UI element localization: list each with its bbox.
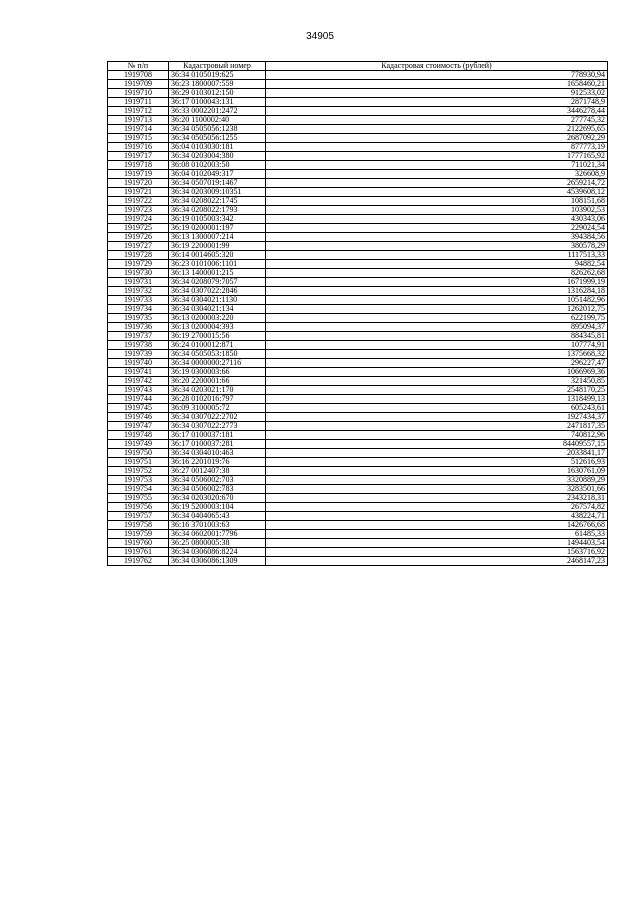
cell-row-number: 1919755 [108,494,169,503]
cell-cadastral-value: 1630761,09 [266,467,608,476]
table-row [108,503,608,512]
cell-row-number: 1919741 [108,368,169,377]
cell-row-number: 1919710 [108,89,169,98]
cell-cadastral-number: 36:34 0505053:1850 [169,350,266,359]
cell-row-number: 1919713 [108,116,169,125]
cell-cadastral-value: 84409557,15 [266,440,608,449]
cell-cadastral-value: 1117513,33 [266,251,608,260]
cell-cadastral-value: 1563716,92 [266,548,608,557]
cell-row-number: 1919750 [108,449,169,458]
cell-cadastral-number: 36:34 0306086:8224 [169,548,266,557]
cell-row-number: 1919728 [108,251,169,260]
cell-row-number: 1919712 [108,107,169,116]
table-row [108,395,608,404]
cell-cadastral-value: 778930,94 [266,71,608,80]
cell-row-number: 1919708 [108,71,169,80]
cell-cadastral-number: 36:19 2700015:56 [169,332,266,341]
cell-cadastral-number: 36:34 0304021:134 [169,305,266,314]
cell-row-number: 1919714 [108,125,169,134]
table-row [108,467,608,476]
cell-row-number: 1919723 [108,206,169,215]
cell-row-number: 1919732 [108,287,169,296]
cell-cadastral-number: 36:20 2200001:66 [169,377,266,386]
table-row [108,134,608,143]
cell-row-number: 1919730 [108,269,169,278]
cell-row-number: 1919727 [108,242,169,251]
cell-cadastral-value: 1658460,21 [266,80,608,89]
cell-cadastral-number: 36:19 0200001:197 [169,224,266,233]
cell-row-number: 1919720 [108,179,169,188]
cell-cadastral-value: 1494403,54 [266,539,608,548]
table-row [108,242,608,251]
header-cadastral-number: Кадастровый номер [169,62,266,71]
cell-cadastral-value: 2548170,25 [266,386,608,395]
table-row [108,161,608,170]
cell-cadastral-value: 711021,34 [266,161,608,170]
cell-row-number: 1919726 [108,233,169,242]
cell-cadastral-number: 36:23 0101006:1101 [169,260,266,269]
cell-cadastral-value: 2687092,29 [266,134,608,143]
table-row [108,116,608,125]
table-body [108,71,608,566]
cell-cadastral-value: 1375668,32 [266,350,608,359]
cell-cadastral-value: 103902,53 [266,206,608,215]
table-row [108,521,608,530]
cell-row-number: 1919711 [108,98,169,107]
table-row [108,557,608,566]
cell-cadastral-number: 36:34 0506002:703 [169,476,266,485]
table-row [108,368,608,377]
cell-cadastral-value: 296227,47 [266,359,608,368]
cell-cadastral-value: 3283501,66 [266,485,608,494]
cell-cadastral-value: 1777165,92 [266,152,608,161]
cell-cadastral-number: 36:34 0208022:1793 [169,206,266,215]
table-row [108,512,608,521]
cell-cadastral-value: 2343218,31 [266,494,608,503]
table-row [108,548,608,557]
cell-cadastral-value: 3446278,44 [266,107,608,116]
cell-cadastral-value: 1426766,68 [266,521,608,530]
cell-cadastral-number: 36:34 0203009:10351 [169,188,266,197]
cell-cadastral-number: 36:34 0000000:27116 [169,359,266,368]
table-row [108,188,608,197]
cell-cadastral-number: 36:29 0103012:150 [169,89,266,98]
header-cadastral-value: Кадастровая стоимость (рублей) [266,62,608,71]
cell-cadastral-number: 36:13 0200004:393 [169,323,266,332]
table-row [108,71,608,80]
table-row [108,449,608,458]
cell-cadastral-value: 2659214,72 [266,179,608,188]
cell-cadastral-number: 36:34 0505056:1238 [169,125,266,134]
cell-cadastral-number: 36:24 0100012:871 [169,341,266,350]
cell-cadastral-value: 61485,33 [266,530,608,539]
cell-cadastral-number: 36:16 2201019:76 [169,458,266,467]
cell-cadastral-value: 877773,19 [266,143,608,152]
cell-cadastral-value: 438224,71 [266,512,608,521]
cell-cadastral-value: 326608,9 [266,170,608,179]
cell-cadastral-number: 36:08 0102003:50 [169,161,266,170]
table-row [108,413,608,422]
cell-cadastral-value: 321450,85 [266,377,608,386]
cell-cadastral-value: 1927434,37 [266,413,608,422]
cell-cadastral-value: 94882,54 [266,260,608,269]
cell-cadastral-value: 3320889,29 [266,476,608,485]
table-row [108,530,608,539]
cell-row-number: 1919743 [108,386,169,395]
table-row [108,422,608,431]
cell-row-number: 1919729 [108,260,169,269]
cell-row-number: 1919759 [108,530,169,539]
cell-cadastral-number: 36:34 0307022:2846 [169,287,266,296]
cadastral-value-table [107,61,608,566]
cell-row-number: 1919709 [108,80,169,89]
cell-row-number: 1919760 [108,539,169,548]
cell-cadastral-value: 2468147,23 [266,557,608,566]
cell-cadastral-number: 36:34 0307022:2702 [169,413,266,422]
cell-cadastral-number: 36:34 0306086:1309 [169,557,266,566]
cell-cadastral-value: 2471817,35 [266,422,608,431]
table-row [108,233,608,242]
cell-cadastral-number: 36:23 1800007:559 [169,80,266,89]
cell-row-number: 1919734 [108,305,169,314]
table-row [108,539,608,548]
table-row [108,458,608,467]
cell-cadastral-number: 36:19 2200001:99 [169,242,266,251]
cell-cadastral-value: 4539608,12 [266,188,608,197]
cell-cadastral-number: 36:25 0800005:38 [169,539,266,548]
cell-cadastral-number: 36:13 1300007:214 [169,233,266,242]
cell-cadastral-value: 1318499,13 [266,395,608,404]
cell-cadastral-value: 1051482,96 [266,296,608,305]
table-row [108,107,608,116]
table-row [108,287,608,296]
cell-row-number: 1919718 [108,161,169,170]
table-row [108,278,608,287]
cell-cadastral-value: 394384,56 [266,233,608,242]
cell-row-number: 1919742 [108,377,169,386]
table-row [108,386,608,395]
cell-cadastral-value: 2871748,9 [266,98,608,107]
cell-row-number: 1919737 [108,332,169,341]
table-row [108,359,608,368]
cell-cadastral-number: 36:04 0102049:317 [169,170,266,179]
cell-cadastral-value: 229024,54 [266,224,608,233]
cell-cadastral-number: 36:33 0002201:2472 [169,107,266,116]
cell-row-number: 1919715 [108,134,169,143]
cell-row-number: 1919716 [108,143,169,152]
cell-cadastral-number: 36:34 0203020:670 [169,494,266,503]
cell-cadastral-value: 622199,75 [266,314,608,323]
cell-cadastral-number: 36:28 0102016:797 [169,395,266,404]
cell-cadastral-number: 36:04 0103030:181 [169,143,266,152]
cell-cadastral-number: 36:19 0300003:66 [169,368,266,377]
cell-cadastral-number: 36:27 0012407:38 [169,467,266,476]
cell-cadastral-number: 36:34 0208079:7057 [169,278,266,287]
cell-cadastral-value: 1671999,19 [266,278,608,287]
cell-row-number: 1919740 [108,359,169,368]
cell-cadastral-number: 36:34 0203021:170 [169,386,266,395]
cell-cadastral-value: 884345,81 [266,332,608,341]
table-row [108,332,608,341]
header-row-number: № п/п [108,62,169,71]
cell-row-number: 1919735 [108,314,169,323]
cell-cadastral-value: 605243,61 [266,404,608,413]
cell-row-number: 1919762 [108,557,169,566]
cell-cadastral-value: 895094,37 [266,323,608,332]
table-row [108,170,608,179]
table-row [108,494,608,503]
cell-cadastral-value: 107774,91 [266,341,608,350]
cell-row-number: 1919731 [108,278,169,287]
cell-row-number: 1919746 [108,413,169,422]
cell-row-number: 1919761 [108,548,169,557]
cell-cadastral-number: 36:34 0602001:7796 [169,530,266,539]
cell-row-number: 1919722 [108,197,169,206]
cell-cadastral-value: 1066969,36 [266,368,608,377]
cell-cadastral-number: 36:34 0304021:1130 [169,296,266,305]
cell-cadastral-value: 108151,68 [266,197,608,206]
cell-row-number: 1919721 [108,188,169,197]
page-number: 34905 [306,31,334,42]
cell-cadastral-number: 36:09 3100005:72 [169,404,266,413]
cell-row-number: 1919748 [108,431,169,440]
table-row [108,89,608,98]
table-row [108,377,608,386]
cell-cadastral-number: 36:14 0014605:320 [169,251,266,260]
table-header-row [108,62,608,71]
cell-cadastral-number: 36:20 1100002:40 [169,116,266,125]
table-row [108,296,608,305]
table-row [108,179,608,188]
cell-row-number: 1919724 [108,215,169,224]
cell-row-number: 1919753 [108,476,169,485]
cell-cadastral-number: 36:34 0304010:463 [169,449,266,458]
cell-cadastral-number: 36:19 0105003:342 [169,215,266,224]
cell-cadastral-value: 277745,32 [266,116,608,125]
cell-row-number: 1919719 [108,170,169,179]
table-row [108,314,608,323]
table-row [108,215,608,224]
cell-cadastral-number: 36:34 0506002:783 [169,485,266,494]
cell-cadastral-number: 36:13 0200003:220 [169,314,266,323]
cell-cadastral-number: 36:17 0100037:281 [169,440,266,449]
cell-cadastral-value: 826262,68 [266,269,608,278]
cell-cadastral-number: 36:34 0208022:1745 [169,197,266,206]
cell-cadastral-value: 1316284,18 [266,287,608,296]
cell-row-number: 1919736 [108,323,169,332]
cell-cadastral-value: 2122695,65 [266,125,608,134]
table-row [108,404,608,413]
table-row [108,305,608,314]
table-row [108,98,608,107]
cell-row-number: 1919725 [108,224,169,233]
table-row [108,125,608,134]
cell-cadastral-value: 512616,93 [266,458,608,467]
cell-cadastral-value: 1262012,75 [266,305,608,314]
cell-cadastral-number: 36:16 3701003:63 [169,521,266,530]
table-row [108,260,608,269]
table-row [108,206,608,215]
table-row [108,197,608,206]
cell-cadastral-number: 36:34 0404065:43 [169,512,266,521]
table-row [108,431,608,440]
cell-cadastral-value: 380578,29 [266,242,608,251]
cell-row-number: 1919745 [108,404,169,413]
table-row [108,350,608,359]
cell-cadastral-value: 2033841,17 [266,449,608,458]
cell-row-number: 1919738 [108,341,169,350]
table-row [108,224,608,233]
table-row [108,323,608,332]
cell-row-number: 1919747 [108,422,169,431]
cell-cadastral-number: 36:34 0105019:625 [169,71,266,80]
table-row [108,251,608,260]
table-row [108,152,608,161]
cell-cadastral-number: 36:17 0100037:181 [169,431,266,440]
table-row [108,143,608,152]
cell-row-number: 1919717 [108,152,169,161]
cell-row-number: 1919739 [108,350,169,359]
cell-cadastral-number: 36:19 5200003:104 [169,503,266,512]
cell-cadastral-number: 36:34 0507019:1467 [169,179,266,188]
cell-row-number: 1919758 [108,521,169,530]
cell-row-number: 1919752 [108,467,169,476]
cell-row-number: 1919756 [108,503,169,512]
cell-row-number: 1919754 [108,485,169,494]
cell-cadastral-number: 36:34 0307022:2773 [169,422,266,431]
cell-row-number: 1919733 [108,296,169,305]
table-row [108,476,608,485]
cell-cadastral-number: 36:13 1400001:215 [169,269,266,278]
table-row [108,80,608,89]
table-row [108,485,608,494]
table-row [108,440,608,449]
cell-cadastral-number: 36:34 0203004:380 [169,152,266,161]
table-row [108,269,608,278]
table-row [108,341,608,350]
cell-cadastral-number: 36:17 0100043:131 [169,98,266,107]
cell-row-number: 1919749 [108,440,169,449]
cell-cadastral-number: 36:34 0505056:1255 [169,134,266,143]
cell-row-number: 1919744 [108,395,169,404]
cell-cadastral-value: 430343,06 [266,215,608,224]
cell-row-number: 1919751 [108,458,169,467]
cell-cadastral-value: 267574,82 [266,503,608,512]
cell-row-number: 1919757 [108,512,169,521]
cell-cadastral-value: 740812,96 [266,431,608,440]
cell-cadastral-value: 912533,02 [266,89,608,98]
